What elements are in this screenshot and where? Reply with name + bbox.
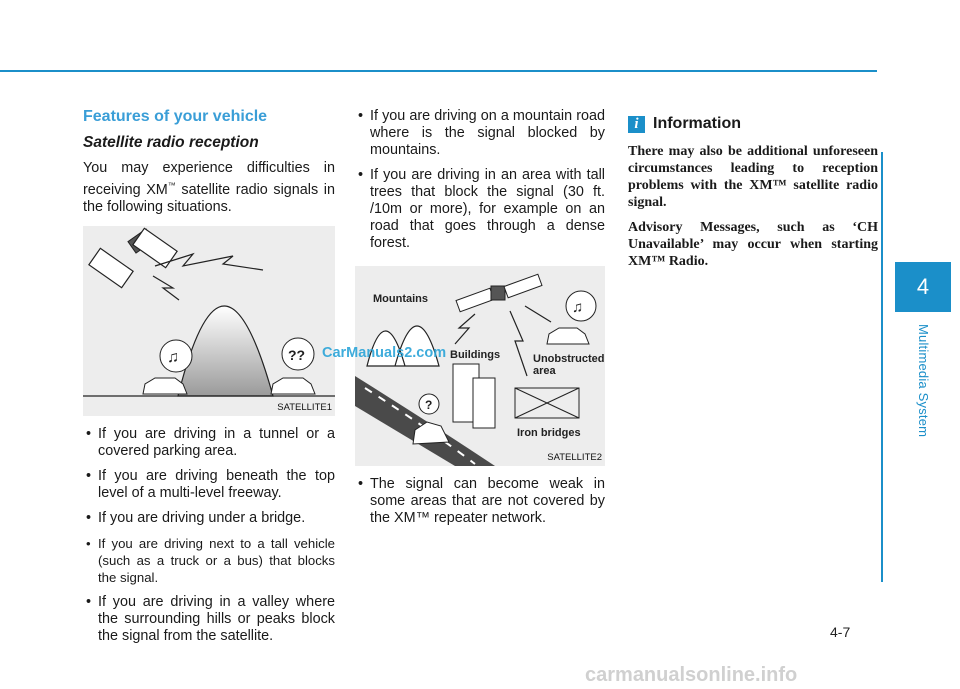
question-bubble-icon: [282, 338, 314, 370]
obstruction-illustration: [355, 266, 605, 466]
car-icon-left: [143, 378, 187, 394]
column-middle: [355, 108, 605, 535]
car-icon-unobstructed: [547, 328, 589, 344]
svg-text:♫: ♫: [572, 299, 584, 316]
reception-problem-list: [83, 426, 335, 645]
chapter-number-tab[interactable]: 4: [895, 262, 951, 312]
information-box: [628, 115, 878, 278]
callout-mountains: Mountains: [373, 293, 428, 305]
intro-paragraph: [83, 160, 335, 216]
list-item: • If you are driving next to a tall vehicle (such as a truck or a bus) that blocks the signal.: [83, 535, 335, 586]
intro-text-a: You may experience difficulties in receiving XM: [83, 160, 335, 198]
question-bubble-icon: [419, 394, 439, 414]
buildings-icon: [453, 364, 495, 428]
list-item: • The signal can become weak in some areas that are not covered by the XM™ repeater network.: [355, 476, 605, 527]
list-item: • If you are driving in a tunnel or a covered parking area.: [83, 426, 335, 460]
header-rule: [0, 70, 877, 72]
list-item: • If you are driving beneath the top level of a multi-level freeway.: [83, 468, 335, 502]
callout-unobstructed: Unobstructed: [533, 353, 605, 365]
trademark-mark: ™: [167, 181, 176, 190]
callout-area: area: [533, 365, 556, 377]
chapter-title: Multimedia System: [916, 324, 931, 438]
satellite-valley-illustration: [83, 226, 335, 416]
information-paragraph: Advisory Messages, such as ‘CH Unavailable’ may occur when starting XM™ Radio.: [628, 220, 878, 269]
footer-watermark[interactable]: carmanualsonline.info: [585, 664, 798, 686]
column-left: [83, 108, 335, 653]
intro-text-b: satellite radio signals in the following situations.: [83, 181, 335, 215]
page-number: 4-7: [830, 624, 851, 640]
question-marks: ??: [288, 346, 306, 363]
satellite-icon: [456, 274, 542, 312]
list-item: • If you are driving in a valley where the surrounding hills or peaks block the signal from the satellite.: [83, 594, 335, 645]
information-header: [628, 115, 878, 133]
signal-bolt-icon: [153, 254, 263, 300]
chapter-side-rule: [881, 152, 883, 582]
music-bubble-icon: [160, 340, 192, 372]
info-icon: i: [628, 116, 645, 133]
reception-problem-list-cont: [355, 108, 605, 252]
reception-problem-list-end: [355, 476, 605, 527]
satellite-icon: [89, 228, 177, 287]
subsection-title: Satellite radio reception: [83, 134, 259, 151]
svg-text:♫: ♫: [167, 348, 179, 366]
list-item: • If you are driving under a bridge.: [83, 510, 335, 527]
callout-iron-bridges: Iron bridges: [517, 427, 581, 439]
satellite-figure-2: [355, 266, 605, 466]
figure-label: SATELLITE2: [547, 452, 602, 463]
satellite-figure-1: [83, 226, 335, 416]
section-title: Features of your vehicle: [83, 108, 268, 125]
question-mark: ?: [425, 398, 433, 412]
mountain-illustration: [178, 306, 273, 396]
information-paragraph: There may also be additional unforeseen circumstances leading to reception problems with the XM™ satellite radio signal.: [628, 144, 878, 210]
list-item: • If you are driving on a mountain road where is the signal blocked by mountains.: [355, 108, 605, 159]
music-bubble-icon: [566, 291, 596, 321]
figure-label: SATELLITE1: [277, 401, 332, 413]
information-title: Information: [653, 115, 741, 132]
car-icon-right: [271, 378, 315, 394]
watermark-link[interactable]: CarManuals2.com: [322, 345, 447, 361]
callout-buildings: Buildings: [450, 349, 501, 361]
iron-bridge-icon: [515, 388, 579, 418]
list-item: • If you are driving in an area with tall trees that block the signal (30 ft. /10m or more), for example on an road that goes through a dense forest.: [355, 167, 605, 252]
